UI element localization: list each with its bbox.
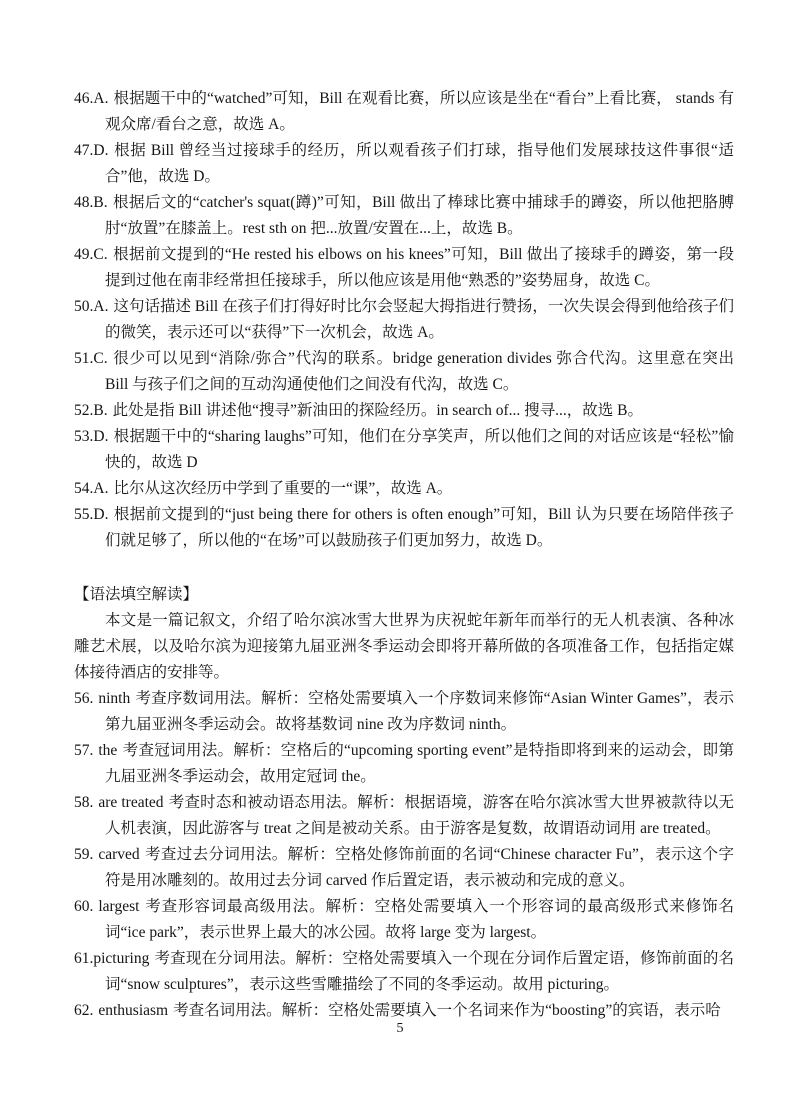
item-text: 根据前文提到的“just being there for others is often enough”可知，Bill 认为只要在场陪伴孩子们就足够了，所以他的“在场”可以鼓励孩子们更加努力，故选 D。: [105, 506, 734, 549]
answer-item-53: [74, 424, 734, 476]
answer-item-49: [74, 242, 734, 294]
item-number: 57.: [74, 742, 94, 759]
item-answer: picturing: [93, 950, 150, 967]
item-number: 50.A.: [74, 298, 109, 315]
item-text: 根据题干中的“sharing laughs”可知，他们在分享笑声，所以他们之间的对话应该是“轻松”愉快的，故选 D: [105, 428, 734, 471]
section-header-grammar-cloze: 【语法填空解读】: [74, 586, 199, 603]
grammar-item-56: [74, 686, 734, 738]
item-answer: the: [98, 742, 118, 759]
grammar-item-61: [74, 946, 734, 998]
item-answer: largest: [98, 898, 140, 915]
item-answer: ninth: [98, 690, 131, 707]
item-number: 60.: [74, 898, 94, 915]
item-answer: are treated: [98, 794, 164, 811]
item-number: 52.B.: [74, 402, 108, 419]
answer-item-51: [74, 346, 734, 398]
grammar-item-60: [74, 894, 734, 946]
item-number: 46.A.: [74, 90, 109, 107]
item-text: 根据题干中的“watched”可知，Bill 在观看比赛，所以应该是坐在“看台”上看比赛， stands 有观众席/看台之意，故选 A。: [105, 90, 734, 133]
item-explanation: 考查名词用法。解析：空格处需要填入一个名词来作为“boosting”的宾语，表示哈: [173, 1002, 721, 1019]
item-number: 61.: [74, 950, 94, 967]
item-explanation: 考查过去分词用法。解析：空格处修饰前面的名词“Chinese character Fu”，表示这个字符是用冰雕刻的。故用过去分词 carved 作后置定语，表示被动和完成的意义。: [105, 846, 734, 889]
grammar-item-58: [74, 790, 734, 842]
grammar-item-57: [74, 738, 734, 790]
item-text: 根据后文的“catcher's squat(蹲)”可知，Bill 做出了棒球比赛中捕球手的蹲姿，所以他把胳膊肘“放置”在膝盖上。rest sth on 把...放置/安置在...上，故选 B。: [105, 194, 734, 237]
answer-item-48: [74, 190, 734, 242]
item-number: 55.D.: [74, 506, 109, 523]
answer-item-55: [74, 502, 734, 554]
answer-item-46: [74, 86, 734, 138]
answer-item-47: [74, 138, 734, 190]
item-answer: enthusiasm: [98, 1002, 169, 1019]
item-text: 根据前文提到的“He rested his elbows on his knees”可知，Bill 做出了接球手的蹲姿，第一段提到过他在南非经常担任接球手，所以他应该是用他“熟悉的”姿势屈身，故选 C。: [105, 246, 734, 289]
page-number: 5: [396, 1021, 404, 1036]
answer-item-52: [74, 398, 734, 424]
answer-item-50: [74, 294, 734, 346]
grammar-item-59: [74, 842, 734, 894]
item-number: 54.A.: [74, 480, 109, 497]
item-text: 比尔从这次经历中学到了重要的一“课”，故选 A。: [113, 480, 453, 497]
item-number: 62.: [74, 1002, 94, 1019]
item-number: 49.C.: [74, 246, 108, 263]
item-text: 这句话描述 Bill 在孩子们打得好时比尔会竖起大拇指进行赞扬，一次失误会得到他给孩子们的微笑，表示还可以“获得”下一次机会，故选 A。: [105, 298, 734, 341]
item-text: 根据 Bill 曾经当过接球手的经历，所以观看孩子们打球，指导他们发展球技这件事很“适合”他，故选 D。: [105, 142, 734, 185]
answer-item-54: [74, 476, 734, 502]
item-number: 58.: [74, 794, 94, 811]
item-number: 53.D.: [74, 428, 109, 445]
item-explanation: 考查形容词最高级用法。解析：空格处需要填入一个形容词的最高级形式来修饰名词“ice park”，表示世界上最大的冰公园。故将 large 变为 largest。: [105, 898, 734, 941]
item-explanation: 考查现在分词用法。解析：空格处需要填入一个现在分词作后置定语，修饰前面的名词“snow sculptures”，表示这些雪雕描绘了不同的冬季运动。故用 picturing。: [105, 950, 734, 993]
item-text: 很少可以见到“消除/弥合”代沟的联系。bridge generation divides 弥合代沟。这里意在突出 Bill 与孩子们之间的互动沟通使他们之间没有代沟，故选 C。: [105, 350, 734, 393]
item-explanation: 考查时态和被动语态用法。解析：根据语境，游客在哈尔滨冰雪大世界被款待以无人机表演，因此游客与 treat 之间是被动关系。由于游客是复数，故谓语动词用 are treated。: [105, 794, 734, 837]
item-number: 59.: [74, 846, 94, 863]
item-explanation: 考查冠词用法。解析：空格后的“upcoming sporting event”是特指即将到来的运动会，即第九届亚洲冬季运动会，故用定冠词 the。: [105, 742, 734, 785]
section-intro: 本文是一篇记叙文，介绍了哈尔滨冰雪大世界为庆祝蛇年新年而举行的无人机表演、各种冰雕艺术展，以及哈尔滨为迎接第九届亚洲冬季运动会即将开幕所做的各项准备工作，包括指定媒体接待酒店的安排等。: [74, 612, 734, 681]
item-number: 48.B.: [74, 194, 108, 211]
item-explanation: 考查序数词用法。解析：空格处需要填入一个序数词来修饰“Asian Winter Games”，表示第九届亚洲冬季运动会。故将基数词 nine 改为序数词 ninth。: [105, 690, 734, 733]
item-number: 56.: [74, 690, 94, 707]
item-number: 51.C.: [74, 350, 108, 367]
item-text: 此处是指 Bill 讲述他“搜寻”新油田的探险经历。in search of... 搜寻...，故选 B。: [112, 402, 644, 419]
item-number: 47.D.: [74, 142, 109, 159]
item-answer: carved: [98, 846, 140, 863]
document-content: [74, 86, 734, 1024]
